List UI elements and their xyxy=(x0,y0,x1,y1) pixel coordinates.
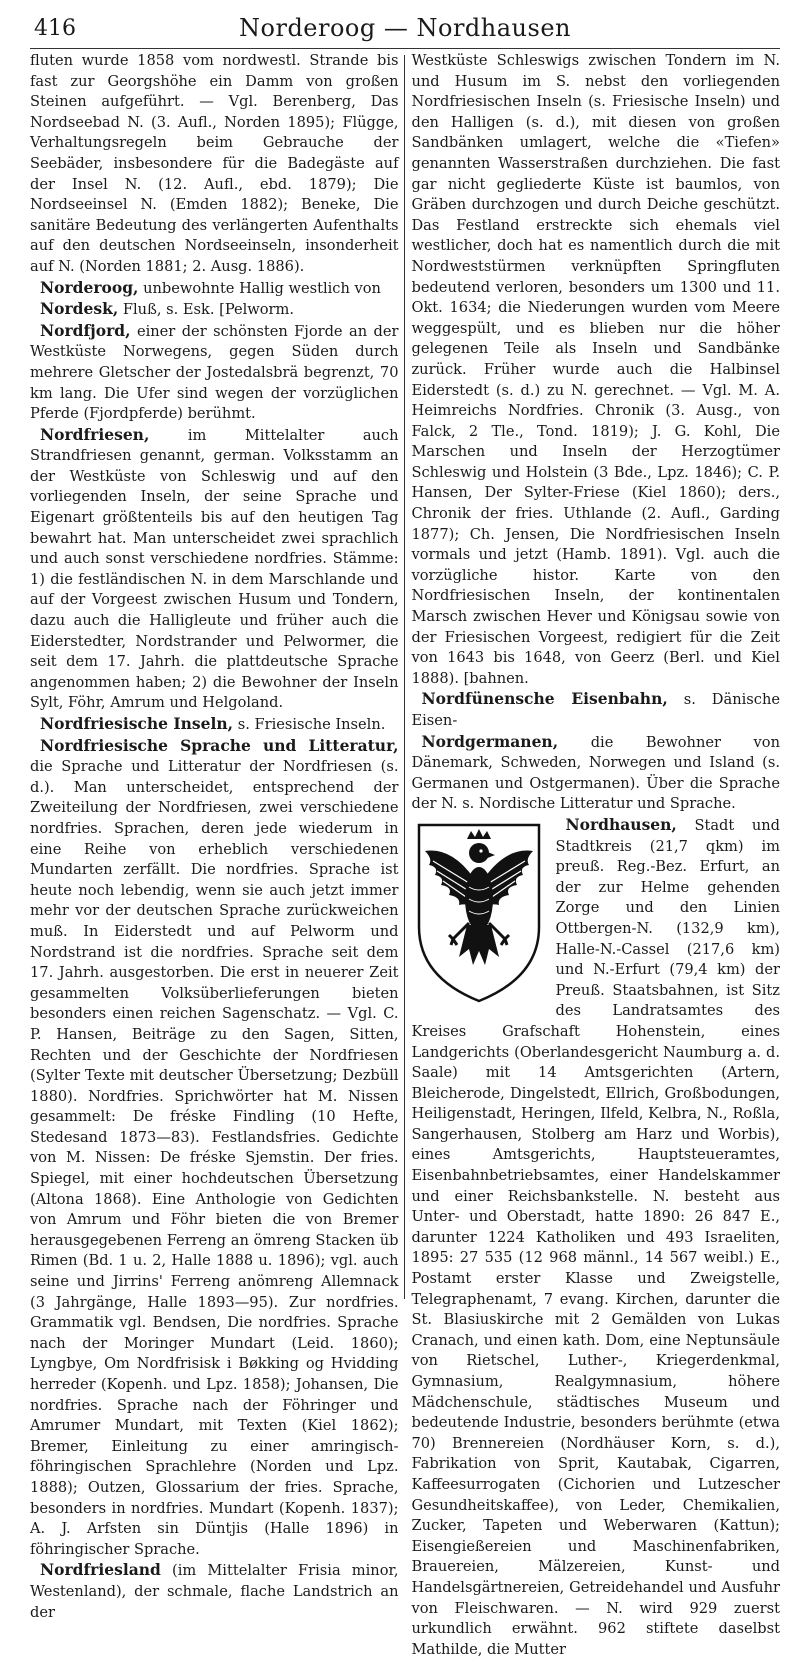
lemma: Norderoog, xyxy=(40,277,139,297)
page-number: 416 xyxy=(34,16,76,41)
running-head: Norderoog — Nordhausen xyxy=(239,14,571,42)
lemma: Nordfjord, xyxy=(40,320,131,340)
entry-norderoog xyxy=(30,278,399,300)
page-header xyxy=(30,8,780,49)
entry-nordfjord xyxy=(30,321,399,425)
entry-text: im Mittelalter auch Strandfriesen genannt, german. Volksstamm an der Westküste von Schleswig und auf den vorliegenden Inseln, der seine Sprache und Eigenart größtenteils bis auf den heutigen Tag bewahrt hat. Man unterscheidet zwei sprachlich und auch sonst verschiedene nordfries. Stämme: 1) die festländischen N. in dem Marschlande und auf der Vorgeest zwischen Husum und Tondern, dazu auch die Halligleute und früher auch die Eiderstedter, Nordstrander und Pelwormer, die seit dem 17. Jahrh. die plattdeutsche Sprache angenommen haben; 2) die Bewohner der Inseln Sylt, Föhr, Amrum und Helgoland. xyxy=(30,426,399,712)
left-column xyxy=(30,51,404,1621)
lemma: Nordhausen, xyxy=(565,814,677,834)
entry-nordfuenensche-eisenbahn xyxy=(411,689,780,731)
lemma: Nordfriesische Inseln, xyxy=(40,714,234,733)
lemma: Nordfriesland xyxy=(40,1560,161,1580)
lemma: Nordfriesen, xyxy=(40,424,150,444)
lemma: Nordgermanen, xyxy=(421,731,559,751)
entry-nordfriesische-inseln xyxy=(30,714,399,736)
entry-text: s. Dänische Eisen- xyxy=(411,691,780,729)
entry-text: die Bewohner von Dänemark, Schweden, Norwegen und Island (s. Germanen und Ostgermanen). Über die Sprache der N. s. Nordische Litteratur und Sprache. xyxy=(411,733,780,813)
lemma: Nordfünensche Eisenbahn, xyxy=(421,689,668,709)
entry-text: die Sprache und Litteratur der Nordfriesen (s. d.). Man unterscheidet, entsprechend der Zweiteilung der Nordfriesen, zwei verschiedene nordfries. Sprachen, deren jede wiederum in eine Reihe von erheblich verschiedenen Mundarten zerfällt. Die nordfries. Sprache ist heute noch lebendig, wenn sie auch jetzt immer mehr vor der deutschen Sprache zurückweichen muß. In Eiderstedt und auf Pelworm und Nordstrand ist die nordfries. Sprache seit dem 17. Jahrh. ausgestorben. Die erst in neuerer Zeit gesammelten Volksüberlieferungen bieten besonders einen reichen Sagenschatz. — Vgl. C. P. Hansen, Beiträge zu den Sagen, Sitten, Rechten und der Geschichte der Nordfriesen (Sylter Texte mit deutscher Übersetzung; Dezbüll 1880). Nordfries. Sprichwörter hat M. Nissen gesammelt: De fréske Findling (10 Hefte, Stedesand 1873—83). Festlandsfries. Gedichte von M. Nissen: De fréske Sjemstin. Der fries. Spiegel, mit einer hochdeutschen Übersetzung (Altona 1868). Eine Anthologie von Gedichten von Amrum und Föhr bieten die von Bremer herausgegebenen Ferreng an ömreng Stacken üb Rimen (Bd. 1 u. 2, Halle 1888 u. 1896); vgl. auch seine und Jirrins' Ferreng anömreng Allemnack (3 Jahrgänge, Halle 1893—95). Zur nordfries. Grammatik vgl. Bendsen, Die nordfries. Sprache nach der Moringer Mundart (Leid. 1860); Lyngbye, Om Nordfrisisk i Bøkking og Hvidding herreder (Kopenh. und Lpz. 1858); Johansen, Die nordfries. Sprache nach der Föhringer und Amrumer Mundart, mit Texten (Kiel 1862); Bremer, Einleitung zu einer amringisch-föhringischen Sprachlehre (Norden und Lpz. 1888); Outzen, Glossarium der fries. Sprache, besonders in nordfries. Mundart (Kopenh. 1837); A. J. Arfsten sin Düntjis (Halle 1896) in föhringischer Sprache. xyxy=(30,758,399,1558)
entry-continuation: fluten wurde 1858 vom nordwestl. Strande bis fast zur Georgshöhe ein Damm von großen Steinen aufgeführt. — Vgl. Berenberg, Das Nordseebad N. (3. Aufl., Norden 1895); Flügge, Verhaltungsregeln beim Gebrauche der Seebäder, insbesondere für die Badegäste auf der Insel N. (12. Aufl., ebd. 1879); Die Nordseeinsel N. (Emden 1882); Beneke, Die sanitäre Bedeutung des verlängerten Aufenthalts auf den deutschen Nordseeinseln, insonderheit auf N. (Norden 1881; 2. Ausg. 1886). xyxy=(30,52,399,275)
entry-text: Fluß, s. Esk. [Pelworm. xyxy=(118,301,295,319)
coat-of-arms-eagle-icon xyxy=(411,817,547,1007)
lemma: Nordesk, xyxy=(40,299,119,319)
text-columns xyxy=(30,51,780,1658)
entry-continuation: Westküste Schleswigs zwischen Tondern im N. und Husum im S. nebst den vorliegenden Nordfriesischen Inseln (s. Friesische Inseln) und den Halligen (s. d.), mit diesen von großen Sandbänken umlagert, welche die «Tiefen» genannten Wasserstraßen durchziehen. Die fast gar nicht gegliederte Küste ist baumlos, von Gräben durchzogen und durch Deiche geschützt. Das Festland erstreckte sich ehemals viel westlicher, doch hat es namentlich durch die mit Nordweststürmen verknüpften Springfluten bedeutend verloren, besonders um 1300 und 11. Okt. 1634; die Niederungen wurden vom Meere weggespült, und es blieben nur die höher gelegenen Teile als Inseln und Sandbänke zurück. Früher wurde auch die Halbinsel Eiderstedt (s. d.) zu N. gerechnet. — Vgl. M. A. Heimreichs Nordfries. Chronik (3. Ausg., von Falck, 2 Tle., Tond. 1819); J. G. Kohl, Die Marschen und Inseln der Herzogtümer Schleswig und Holstein (3 Bde., Lpz. 1846); C. P. Hansen, Der Sylter-Friese (Kiel 1860); ders., Chronik der fries. Uthlande (2. Aufl., Garding 1877); Ch. Jensen, Die Nordfriesischen Inseln vormals und jetzt (Hamb. 1891). Vgl. auch die vorzügliche histor. Karte von den Nordfriesischen Inseln, der kontinentalen Marsch zwischen Hever und Königsau sowie von der Friesischen Vorgeest, redigiert für die Zeit von 1643 bis 1648, von Geerz (Berl. und Kiel 1888). [bahnen. xyxy=(411,52,780,687)
entry-text: unbewohnte Hallig westlich von xyxy=(138,279,381,297)
entry-nordfriesen xyxy=(30,425,399,714)
entry-nordfriesische-sprache xyxy=(30,736,399,1561)
entry-text: Stadt und Stadtkreis (21,7 qkm) im preuß. Reg.-Bez. Erfurt, an der zur Helme gehenden Zorge und den Linien Ottbergen-N. (132,9 km), Halle-N.-Cassel (217,6 km) und N.-Erfurt (79,4 km) der Preuß. Staatsbahnen, ist Sitz des Landratsamtes des Kreises Grafschaft Hohenstein, eines Landgerichts (Oberlandesgericht Naumburg a. d. Saale) mit 14 Amtsgerichten (Artern, Bleicherode, Dingelstedt, Ellrich, Großbodungen, Heiligenstadt, Heringen, Ilfeld, Kelbra, N., Roßla, Sangerhausen, Stolberg am Harz und Worbis), eines Amtsgerichts, Hauptsteueramtes, Eisenbahnbetriebsamtes, einer Handelskammer und einer Reichsbankstelle. N. besteht aus Unter- und Oberstadt, hatte 1890: 26 847 E., darunter 1224 Katholiken und 493 Israeliten, 1895: 27 535 (12 968 männl., 14 567 weibl.) E., Postamt erster Klasse und Zweigstelle, Telegraphenamt, 7 evang. Kirchen, darunter die St. Blasiuskirche mit 2 Gemälden von Lukas Cranach, und einen kath. Dom, eine Neptunsäule von Rietschel, Luther-, Kriegerdenkmal, Gymnasium, Realgymnasium, höhere Mädchenschule, städtisches Museum und bedeutende Industrie, besonders berühmte (etwa 70) Brennereien (Nordhäuser Korn, s. d.), Fabrikation von Sprit, Kautabak, Cigarren, Kaffeesurrogaten (Cichorien und Lutzescher Gesundheitskaffee), von Leder, Chemikalien, Zucker, Tapeten und Weberwaren (Kattun); Eisengießereien und Maschinenfabriken, Brauereien, Mälzereien, Kunst- und Handelsgärtnereien, Getreidehandel und Ausfuhr von Fleischwaren. — N. wird 929 zuerst urkundlich erwähnt. 962 stiftete daselbst Mathilde, die Mutter xyxy=(411,816,780,1658)
entry-text: einer der schönsten Fjorde an der Westküste Norwegens, gegen Süden durch mehrere Gletscher der Jostedalsbrä begrenzt, 70 km lang. Die Ufer sind wegen der vorzüglichen Pferde (Fjordpferde) berühmt. xyxy=(30,322,399,423)
entry-nordfriesland xyxy=(30,1560,399,1623)
entry-text: (im Mittelalter Frisia minor, Westenland), der schmale, flache Landstrich an der xyxy=(30,1562,399,1621)
entry-nordgermanen xyxy=(411,732,780,815)
right-column xyxy=(404,51,780,1658)
entry-nordesk xyxy=(30,299,399,321)
lemma: Nordfriesische Sprache und Litteratur, xyxy=(40,735,399,755)
entry-text: s. Friesische Inseln. xyxy=(233,716,386,733)
entry-nordhausen xyxy=(411,815,780,1660)
